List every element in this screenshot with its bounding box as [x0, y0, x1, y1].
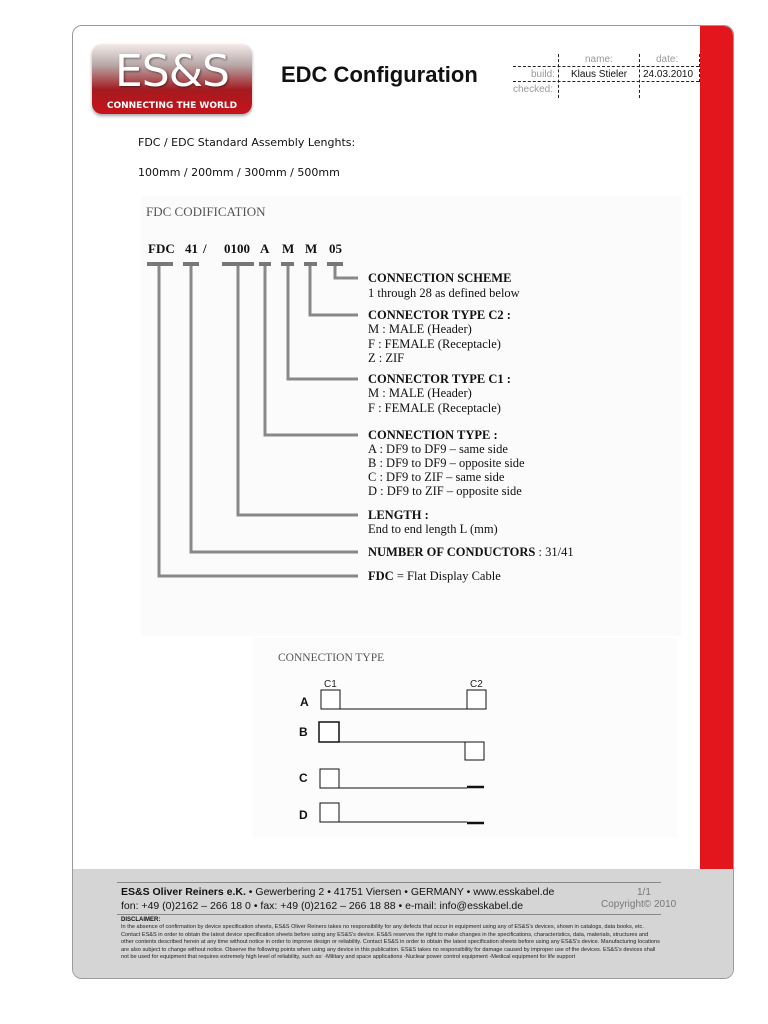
entry-title-c2-suffix: : [503, 308, 511, 322]
footer-company-name: ES&S Oliver Reiners e.K. [121, 886, 246, 898]
row-b-c2-connector [465, 742, 484, 760]
entry-fdc-definition: = Flat Display Cable [393, 569, 501, 583]
row-label-d: D [299, 808, 308, 822]
footer-copyright: Copyright© 2010 [601, 899, 677, 910]
entry-line-c2-3: Z : ZIF [368, 351, 405, 365]
codification-heading: FDC CODIFICATION [146, 204, 266, 219]
entry-line-c1-1: M : MALE (Header) [368, 386, 472, 400]
assembly-lengths-values: 100mm / 200mm / 300mm / 500mm [138, 166, 340, 179]
entry-title-length-suffix: : [421, 508, 429, 522]
document-title: EDC Configuration [281, 62, 478, 87]
entry-line-type-4: D : DF9 to ZIF – opposite side [368, 484, 522, 498]
entry-conductors-value: : 31/41 [535, 545, 574, 559]
codification-diagram [73, 26, 733, 866]
entry-line-type-2: B : DF9 to DF9 – opposite side [368, 456, 525, 470]
code-part-scheme: 05 [329, 241, 342, 256]
entry-title-c2-text: CONNECTOR TYPE C2 [368, 308, 504, 322]
row-d-c1-connector [320, 803, 339, 822]
code-underline-c1 [281, 262, 294, 266]
entry-title-scheme: CONNECTION SCHEME [368, 271, 512, 285]
entry-title-c1-suffix: : [503, 372, 511, 386]
connection-type-heading: CONNECTION TYPE [278, 652, 385, 664]
leader-conductors [191, 266, 358, 552]
logo-tagline: CONNECTING THE WORLD [106, 101, 238, 111]
code-underline-length [222, 262, 254, 266]
code-underline-type [259, 262, 271, 266]
entry-line-c2-1: M : MALE (Header) [368, 322, 472, 336]
build-name-value: Klaus Stieler [571, 69, 628, 80]
row-c-c1-connector [320, 769, 339, 788]
entry-title-type [368, 428, 498, 442]
footer-address [121, 886, 554, 898]
build-label: build: [531, 69, 555, 80]
logo-wordmark: ES&S [115, 46, 229, 97]
entry-line-c2-2: F : FEMALE (Receptacle) [368, 337, 501, 351]
code-part-length: 0100 [224, 241, 250, 256]
footer-top-rule [117, 882, 661, 883]
footer-page-number: 1/1 [637, 887, 651, 898]
leader-c1 [288, 266, 358, 379]
row-a-c2-connector [467, 690, 486, 709]
c1-label: C1 [324, 679, 337, 690]
leader-length [238, 266, 358, 515]
name-column-label: name: [585, 54, 613, 65]
code-underline-conductors [183, 262, 199, 266]
entry-title-c1-text: CONNECTOR TYPE C1 [368, 372, 504, 386]
checked-label: checked: [513, 84, 554, 95]
code-part-connection-type: A [260, 241, 270, 256]
entry-line-length-1: End to end length L (mm) [368, 522, 498, 536]
entry-conductors [368, 545, 574, 559]
entry-title-type-text: CONNECTION TYPE [368, 428, 491, 442]
entry-line-scheme-1: 1 through 28 as defined below [368, 286, 520, 300]
entry-line-type-1: A : DF9 to DF9 – same side [368, 442, 508, 456]
entry-title-length-text: LENGTH [368, 508, 422, 522]
footer [73, 869, 733, 978]
code-underline-scheme [327, 262, 343, 266]
document-page [72, 25, 734, 979]
entry-title-c2 [368, 308, 511, 322]
code-underline-c2 [304, 262, 317, 266]
entry-title-conductors: NUMBER OF CONDUCTORS [368, 545, 536, 559]
code-part-conductors: 41 [185, 241, 198, 256]
footer-mid-rule [117, 914, 661, 915]
code-part-fdc: FDC [148, 241, 175, 256]
assembly-lengths-heading: FDC / EDC Standard Assembly Lenghts: [138, 136, 356, 149]
leader-fdc [159, 266, 358, 576]
code-underline-fdc [147, 262, 173, 266]
entry-title-fdc: FDC [368, 569, 394, 583]
footer-address-text: • Gewerbering 2 • 41751 Viersen • GERMANY • www.esskabel.de [245, 886, 555, 898]
row-label-a: A [300, 695, 309, 709]
entry-title-type-suffix: : [490, 428, 498, 442]
row-a-c1-connector [321, 690, 340, 709]
code-part-slash: / [203, 241, 207, 256]
code-part-c2: M [305, 241, 318, 256]
footer-contact: fon: +49 (0)2162 – 266 18 0 • fax: +49 (0)2162 – 266 18 88 • e-mail: info@esskabel.de [121, 900, 524, 912]
entry-line-c1-2: F : FEMALE (Receptacle) [368, 401, 501, 415]
disclaimer-text: In the absence of confirmation by device specification sheets, ES&S Oliver Reiners takes no responsibility for any defects that occur in equipment using any of ES&S’s devices, shown in catalogs, data books, etc. Contact ES&S in order to obtain the latest device specification sheets before using any ES&S’s device. ES&S reserves the right to make changes in the specifications, characteristics, data, materials, structures and other contents described herein at any time without notice in order to improve design or reliability. Contact ES&S in order to obtain the latest specification sheets before using any ES&S’s device. Manufacturing locations are also subject to change without notice. Observe the following points when using any device in this publication. ES&S takes no responsibility for damage caused by improper use of the devices. ES&S’s devices shall not be used for equipment that requires extremely high level of reliability, such as: -Military and space applications -Nuclear power control equipment -Medical equipment for life support [121, 924, 660, 960]
entry-title-length [368, 508, 429, 522]
entry-line-type-3: C : DF9 to ZIF – same side [368, 470, 505, 484]
row-label-c: C [299, 771, 308, 785]
row-label-b: B [299, 725, 308, 739]
disclaimer-heading: DISCLAIMER: [121, 917, 161, 923]
row-b-c1-connector [319, 722, 339, 742]
code-part-c1: M [282, 241, 295, 256]
leader-scheme [335, 266, 358, 278]
entry-title-c1 [368, 372, 511, 386]
date-column-label: date: [656, 54, 679, 65]
entry-fdc [368, 569, 501, 583]
c2-label: C2 [470, 679, 483, 690]
build-date-value: 24.03.2010 [643, 69, 694, 80]
